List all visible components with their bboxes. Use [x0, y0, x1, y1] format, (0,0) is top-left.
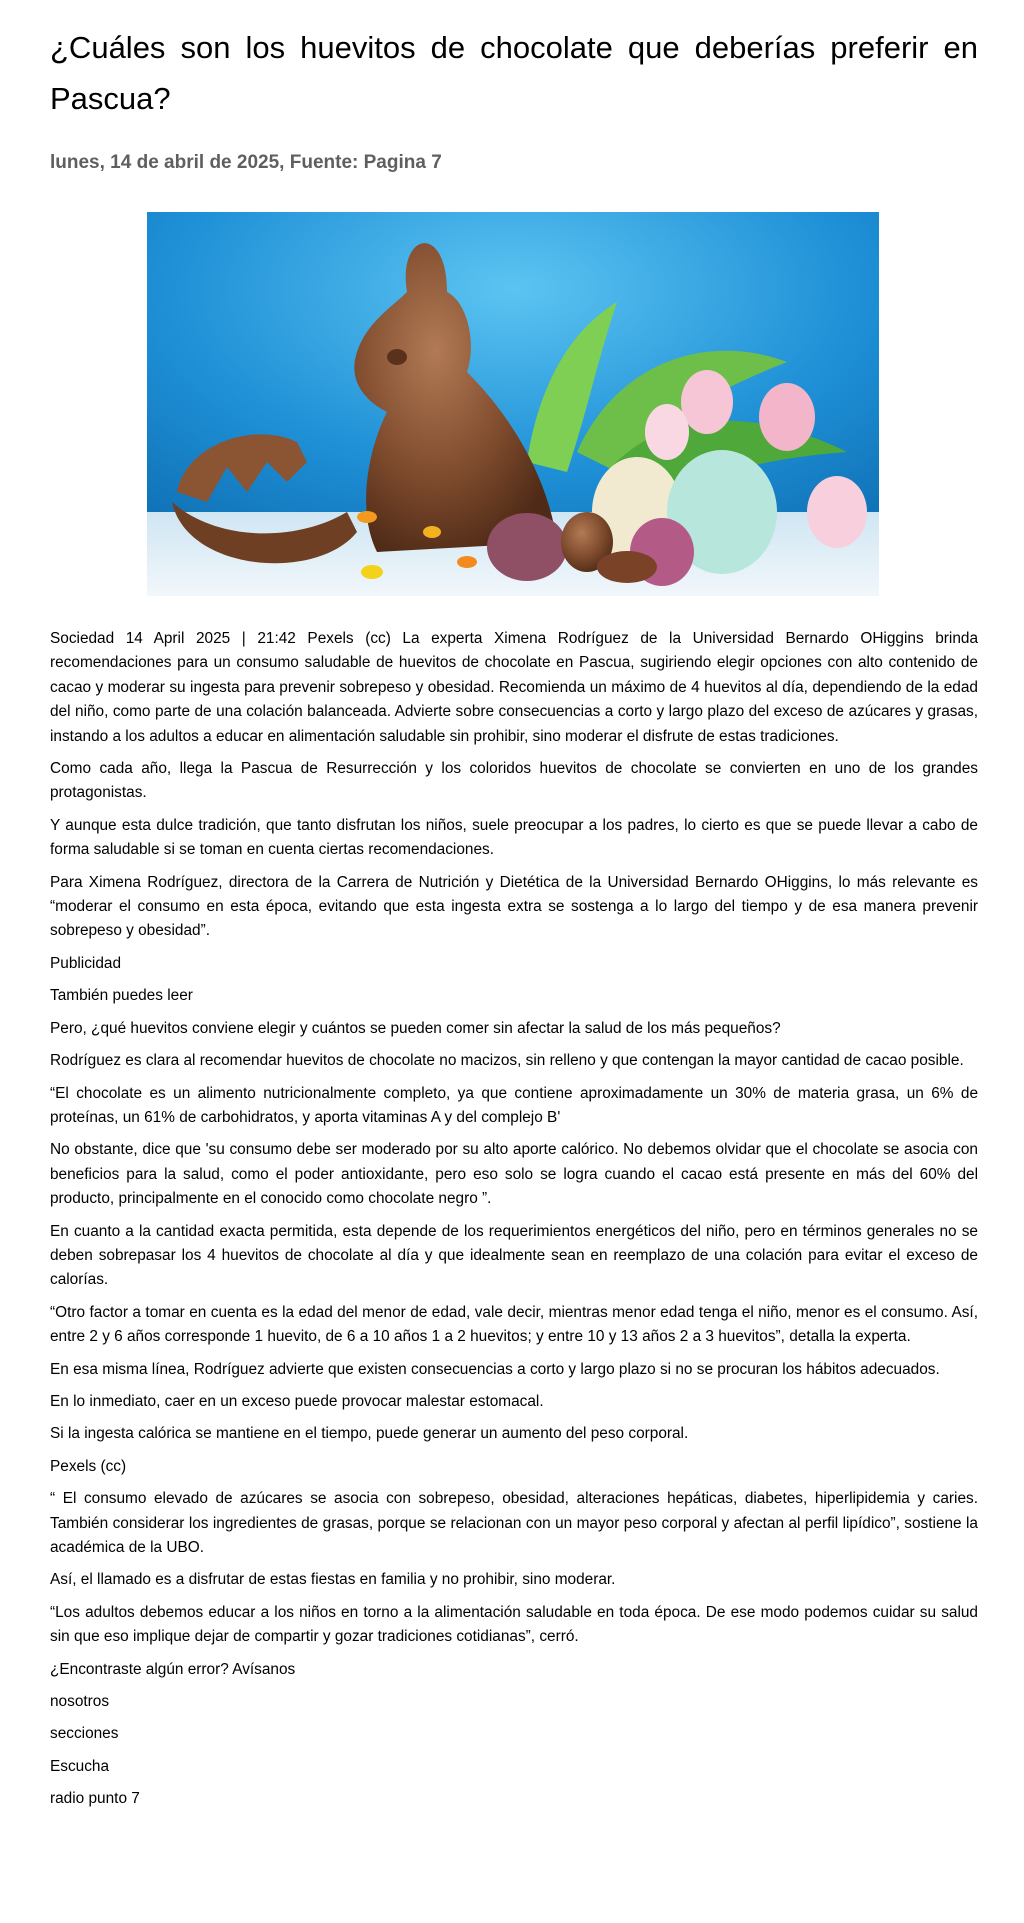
article-paragraph: Así, el llamado es a disfrutar de estas fiestas en familia y no prohibir, sino moderar. [50, 1571, 616, 1589]
article-image [147, 212, 879, 596]
article-paragraph: Publicidad [50, 954, 122, 972]
article-paragraph: Si la ingesta calórica se mantiene en el tiempo, puede generar un aumento del peso corporal. [50, 1425, 689, 1443]
article-date-source: lunes, 14 de abril de 2025, Fuente: Pagina 7 [50, 152, 442, 173]
article-paragraph: secciones [50, 1725, 119, 1743]
article-paragraph: También puedes leer [50, 987, 193, 1005]
article-paragraph: Escucha [50, 1757, 110, 1775]
article-paragraph: “El chocolate es un alimento nutricionalmente completo, ya que contiene aproximadamente un 30% de materia grasa, un 6% de proteínas, un 61% de carbohidratos, y aporta vitaminas A y del complejo B' [50, 1084, 978, 1126]
article-paragraph: Rodríguez es clara al recomendar huevitos de chocolate no macizos, sin relleno y que contengan la mayor cantidad de cacao posible. [50, 1052, 964, 1070]
article-paragraph: En lo inmediato, caer en un exceso puede provocar malestar estomacal. [50, 1392, 544, 1410]
chocolate-bunny-photo [147, 212, 879, 596]
article-paragraph: nosotros [50, 1693, 110, 1711]
article-paragraph: ¿Encontraste algún error? Avísanos [50, 1660, 296, 1678]
article-paragraph: Pero, ¿qué huevitos conviene elegir y cuántos se pueden comer sin afectar la salud de los más pequeños? [50, 1019, 781, 1037]
article-paragraph: Para Ximena Rodríguez, directora de la Carrera de Nutrición y Dietética de la Universidad Bernardo OHiggins, lo más relevante es “moderar el consumo en esta época, evitando que esta ingesta extra se sostenga a lo largo del tiempo y de esa manera prevenir sobrepeso y obesidad”. [50, 873, 978, 940]
article-paragraph: “Los adultos debemos educar a los niños en torno a la alimentación saludable en toda época. De ese modo podemos cuidar su salud sin que eso implique dejar de compartir y gozar tradiciones cotidianas”, cerró. [50, 1603, 978, 1646]
article-title: ¿Cuáles son los huevitos de chocolate que deberías preferir en Pascua? [50, 30, 978, 116]
article-paragraph: En esa misma línea, Rodríguez advierte que existen consecuencias a corto y largo plazo si no se procuran los hábitos adecuados. [50, 1360, 940, 1378]
article-paragraph: radio punto 7 [50, 1790, 140, 1808]
article-paragraph: Pexels (cc) [50, 1457, 127, 1475]
article-paragraph: “Otro factor a tomar en cuenta es la edad del menor de edad, vale decir, mientras menor edad tenga el niño, menor es el consumo. Así, entre 2 y 6 años corresponde 1 huevito, de 6 a 10 años 1 a 2 huevitos; y entre 10 y 13 años 2 a 3 huevitos”, detalla la experta. [50, 1303, 978, 1346]
article-paragraph: “ El consumo elevado de azúcares se asocia con sobrepeso, obesidad, alteraciones hepáticas, diabetes, hiperlipidemia y caries. También considerar los ingredientes de grasas, porque se relacionan con un mayor peso corporal y afectan al perfil lipídico”, sostiene la académica de la UBO. [50, 1490, 978, 1556]
article-paragraph: Como cada año, llega la Pascua de Resurrección y los coloridos huevitos de chocolate se convierten en uno de los grandes protagonistas. [50, 760, 978, 802]
article-body [50, 627, 978, 1820]
article-paragraph: Y aunque esta dulce tradición, que tanto disfrutan los niños, suele preocupar a los padres, lo cierto es que se puede llevar a cabo de forma saludable si se toman en cuenta ciertas recomendaciones. [50, 816, 978, 859]
article-paragraph: Sociedad 14 April 2025 | 21:42 Pexels (cc) La experta Ximena Rodríguez de la Universidad Bernardo OHiggins brinda recomendaciones para un consumo saludable de huevitos de chocolate en Pascua, sugiriendo elegir opciones con alto contenido de cacao y moderar su ingesta para prevenir sobrepeso y obesidad. Recomienda un máximo de 4 huevitos al día, dependiendo de la edad del niño, como parte de una colación balanceada. Advierte sobre consecuencias a corto y largo plazo del exceso de azúcares y grasas, instando a los adultos a educar en alimentación saludable sin prohibir, sino moderar el disfrute de estas tradiciones. [50, 630, 978, 745]
article-paragraph: No obstante, dice que 'su consumo debe ser moderado por su alto aporte calórico. No debemos olvidar que el chocolate se asocia con beneficios para la salud, como el poder antioxidante, pero eso solo se logra cuando el cacao está presente en más del 60% del producto, principalmente en el conocido como chocolate negro ”. [50, 1141, 978, 1208]
article-paragraph: En cuanto a la cantidad exacta permitida, esta depende de los requerimientos energéticos del niño, pero en términos generales no se deben sobrepasar los 4 huevitos de chocolate al día y que idealmente sean en reemplazo de una colación para evitar el exceso de calorías. [50, 1222, 978, 1289]
